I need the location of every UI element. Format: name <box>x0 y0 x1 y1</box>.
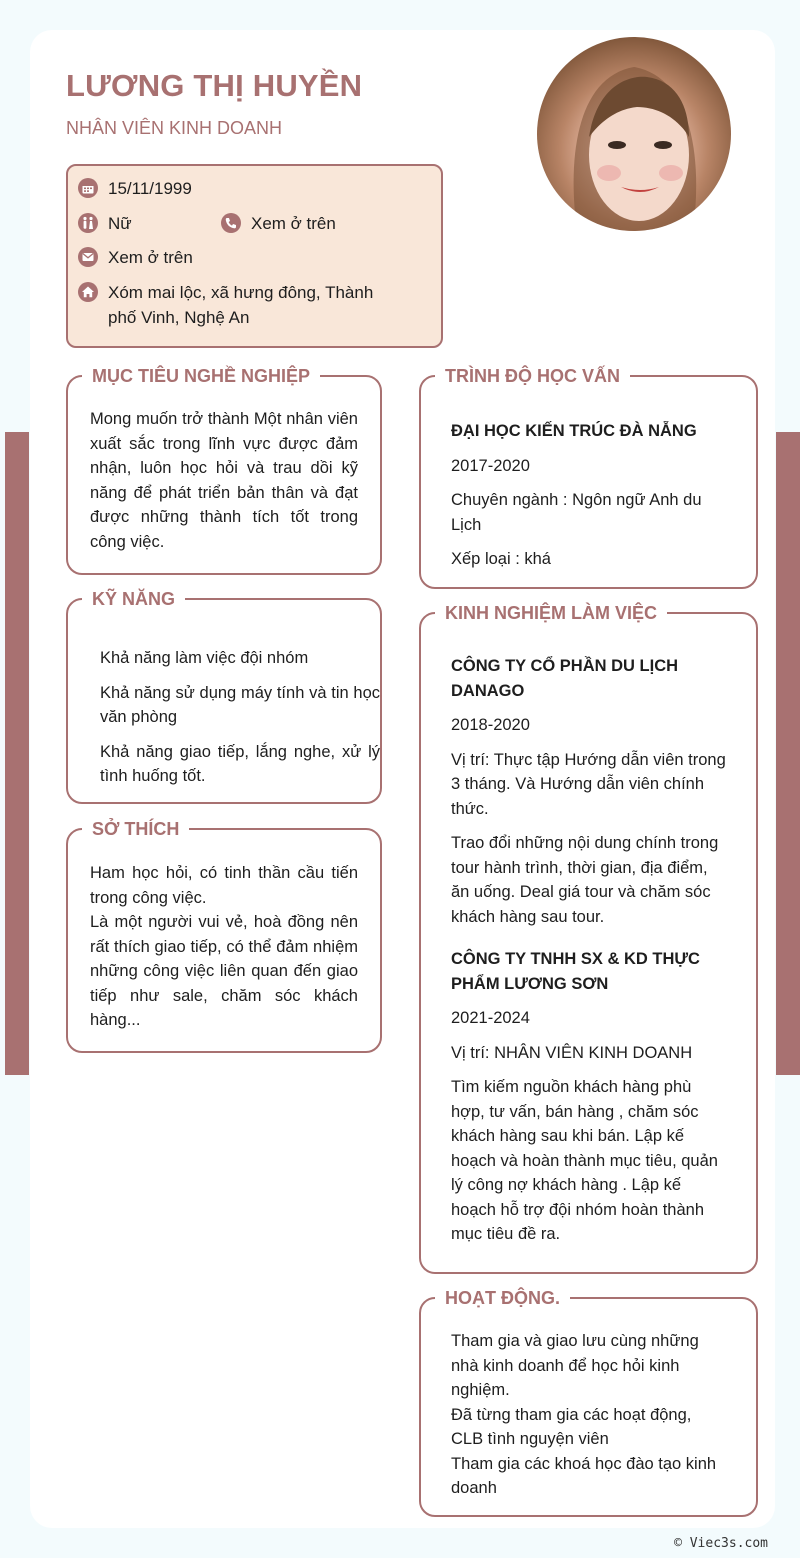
activity-item: Tham gia và giao lưu cùng những nhà kinh doanh để học hỏi kinh nghiệm. <box>451 1332 699 1399</box>
activities-section <box>419 1288 758 1517</box>
skills-section <box>66 589 382 804</box>
right-decorative-band <box>776 432 800 1075</box>
job-description: Tìm kiếm nguồn khách hàng phù hợp, tư vấn, bán hàng , chăm sóc khách hàng sau khi bán. Lập kế hoạch và hoàn thành mục tiêu, quản lý công nợ khách hàng . Lập kế hoạch hỗ trợ đội nhóm hoàn thành mục tiêu đề ra. <box>451 1078 718 1243</box>
education-grade: Xếp loại : khá <box>451 550 551 568</box>
job-years: 2021-2024 <box>451 1009 530 1027</box>
job-role: Vị trí: Thực tập Hướng dẫn viên trong 3 tháng. Và Hướng dẫn viên chính thức. <box>451 750 726 818</box>
experience-heading: KINH NGHIỆM LÀM VIỆC <box>435 600 667 626</box>
hobby-text-1: Ham học hỏi, có tinh thần cầu tiến trong công việc. <box>90 864 358 907</box>
contact-info-panel <box>66 164 443 348</box>
hobbies-heading: SỞ THÍCH <box>82 816 189 842</box>
phone-value: Xem ở trên <box>251 214 336 233</box>
activity-item: Tham gia các khoá học đào tạo kinh doanh <box>451 1454 717 1497</box>
candidate-position: NHÂN VIÊN KINH DOANH <box>66 118 283 138</box>
job-role: Vị trí: NHÂN VIÊN KINH DOANH <box>451 1043 693 1062</box>
gender-value: Nữ <box>108 214 132 233</box>
objective-heading: MỤC TIÊU NGHỀ NGHIỆP <box>82 363 320 389</box>
address-row <box>78 280 378 330</box>
skill-item: Khả năng giao tiếp, lắng nghe, xử lý tình huống tốt. <box>100 742 380 785</box>
objective-section <box>66 366 382 575</box>
job-description: Trao đổi những nội dung chính trong tour hành trình, thời gian, địa điểm, ăn uống. Deal giá tour và chăm sóc khách hàng sau tour. <box>451 834 719 926</box>
birthday-row <box>78 176 192 201</box>
hobbies-section <box>66 819 382 1053</box>
experience-section <box>419 603 758 1274</box>
profile-photo <box>537 37 731 231</box>
hobby-text-2: Là một người vui vẻ, hoà đồng nên rất thích giao tiếp, có thể đảm nhiệm những công việc liên quan đến giao tiếp như sale, chăm sóc khách hàng... <box>90 913 358 1029</box>
activities-heading: HOẠT ĐỘNG. <box>435 1285 570 1311</box>
activity-item: Đã từng tham gia các hoạt động, CLB tình nguyện viên <box>451 1405 692 1448</box>
education-heading: TRÌNH ĐỘ HỌC VẤN <box>435 363 630 389</box>
email-value: Xem ở trên <box>108 248 193 267</box>
skill-item: Khả năng sử dụng máy tính và tin học văn phòng <box>100 683 380 726</box>
job-years: 2018-2020 <box>451 716 530 734</box>
home-icon <box>78 282 98 302</box>
footer-credit: © Viec3s.com <box>674 1536 768 1551</box>
objective-text: Mong muốn trở thành Một nhân viên xuất sắc trong lĩnh vực được đảm nhận, luôn học hỏi và trau dồi kỹ năng để phát triển bản thân và đạt được những thành tích tốt trong công việc. <box>90 410 358 551</box>
gender-row <box>78 211 132 236</box>
gender-icon <box>78 213 98 233</box>
email-row <box>78 245 193 270</box>
job-company: CÔNG TY TNHH SX & KD THỰC PHẨM LƯƠNG SƠN <box>451 950 700 993</box>
left-decorative-band <box>5 432 29 1075</box>
education-section <box>419 366 758 589</box>
birthday-value: 15/11/1999 <box>108 179 192 198</box>
envelope-icon <box>78 247 98 267</box>
job-company: CÔNG TY CỔ PHẦN DU LỊCH DANAGO <box>451 657 679 700</box>
skills-heading: KỸ NĂNG <box>82 586 185 612</box>
skill-item: Khả năng làm việc đội nhóm <box>100 649 309 667</box>
education-major: Chuyên ngành : Ngôn ngữ Anh du Lịch <box>451 491 702 534</box>
education-years: 2017-2020 <box>451 456 530 475</box>
phone-row <box>221 211 336 236</box>
calendar-icon <box>78 178 98 198</box>
candidate-name: LƯƠNG THỊ HUYỀN <box>66 68 363 103</box>
phone-icon <box>221 213 241 233</box>
address-value: Xóm mai lộc, xã hưng đông, Thành phố Vinh, Nghệ An <box>108 283 374 327</box>
school-name: ĐẠI HỌC KIẾN TRÚC ĐÀ NẴNG <box>451 422 697 440</box>
